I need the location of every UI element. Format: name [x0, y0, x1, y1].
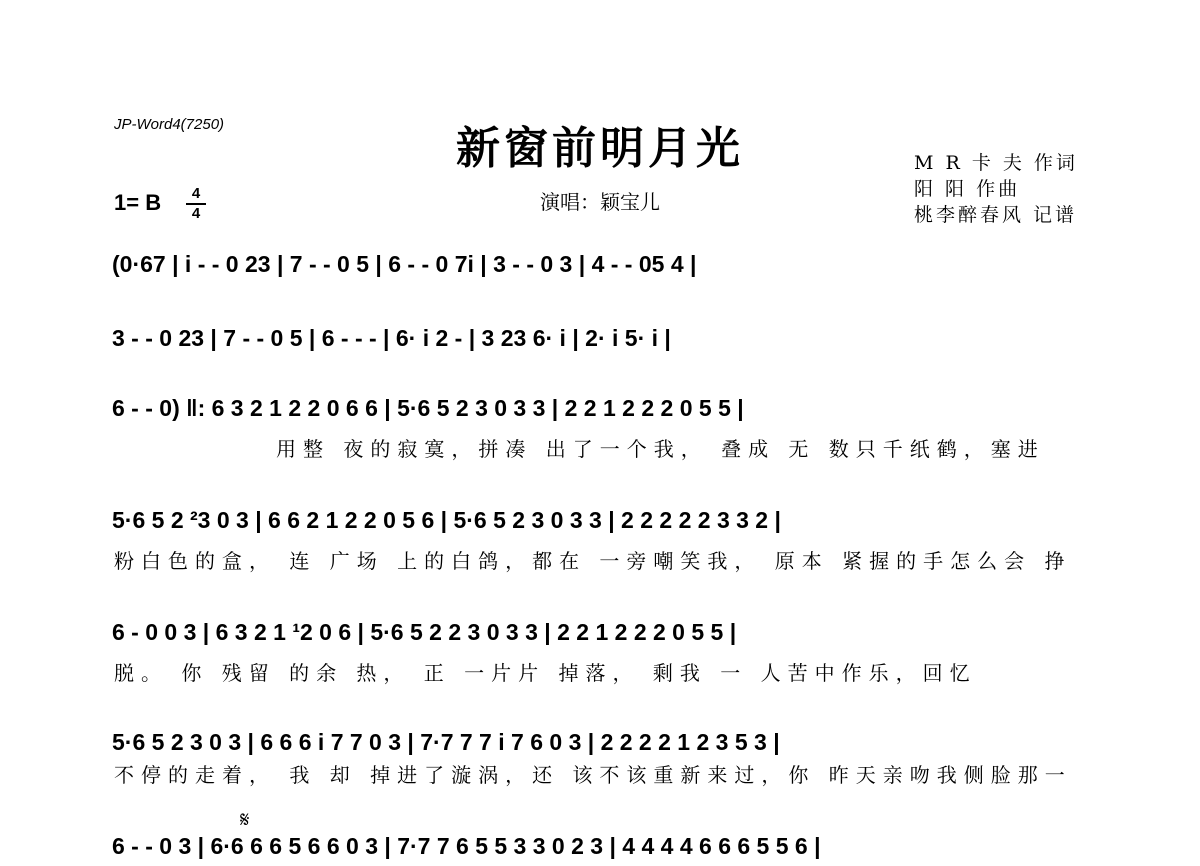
lyric-line-5: 脱。 你 残留 的余 热， 正 一片片 掉落， 剩我 一 人苦中作乐，回忆: [114, 661, 977, 685]
score-line-6: 5·6 5 2 3 0 3 | 6 6 6 i 7 7 0 3 | 7·7 7 7 i 7 6 0 3 | 2 2 2 2 1 2 3 5 3 |: [112, 729, 780, 755]
score-line-1: (0·67 | i - - 0 23 | 7 - - 0 5 | 6 - - 0 7i | 3 - - 0 3 | 4 - - 05 4 |: [112, 251, 697, 277]
segno-sign: 𝄋: [240, 808, 250, 833]
singer-credit: 演唱：颖宝儿: [540, 190, 660, 214]
key-signature: 1= B: [114, 190, 162, 215]
composer-credit: 阳 阳 作曲: [914, 178, 1021, 200]
credits-block: [914, 150, 1078, 228]
score-line-5: 6 - 0 0 3 | 6 3 2 1 ¹2 0 6 | 5·6 5 2 2 3 0 3 3 | 2 2 1 2 2 2 0 5 5 |: [112, 619, 737, 645]
lyricist-credit: M R 卡 夫 作词: [914, 152, 1078, 174]
score-line-4: 5·6 5 2 ²3 0 3 | 6 6 2 1 2 2 0 5 6 | 5·6 5 2 3 0 3 3 | 2 2 2 2 2 3 3 2 |: [112, 507, 781, 533]
lyric-line-6: 不停的走着， 我 却 掉进了漩涡，还 该不该重新来过，你 昨天亲吻我侧脸那一: [114, 763, 1072, 787]
transcriber-credit: 桃李醉春风 记谱: [914, 204, 1078, 226]
score-line-2: 3 - - 0 23 | 7 - - 0 5 | 6 - - - | 6· i 2 - | 3 23 6· i | 2· i 5· i |: [112, 325, 671, 351]
time-signature: [186, 186, 206, 222]
lyric-line-4: 粉白色的盒， 连 广场 上的白鸽，都在 一旁嘲笑我， 原本 紧握的手怎么会 挣: [114, 549, 1072, 573]
time-signature-top: 4: [191, 185, 201, 202]
lyric-line-3: 用整 夜的寂寞，拼凑 出了一个我， 叠成 无 数只千纸鹤，塞进: [276, 437, 1045, 461]
score-line-7: 6 - - 0 3 | 6·6 6 6 5 6 6 0 3 | 7·7 7 6 5 5 3 3 0 2 3 | 4 4 4 4 6 6 6 5 5 6 |: [112, 833, 821, 859]
score-line-3: 6 - - 0) ‖: 6 3 2 1 2 2 0 6 6 | 5·6 5 2 3 0 3 3 | 2 2 1 2 2 2 0 5 5 |: [112, 395, 744, 421]
time-signature-bottom: 4: [191, 205, 201, 222]
song-title: 新窗前明月光: [456, 123, 744, 174]
software-version: JP-Word4(7250): [114, 116, 225, 133]
